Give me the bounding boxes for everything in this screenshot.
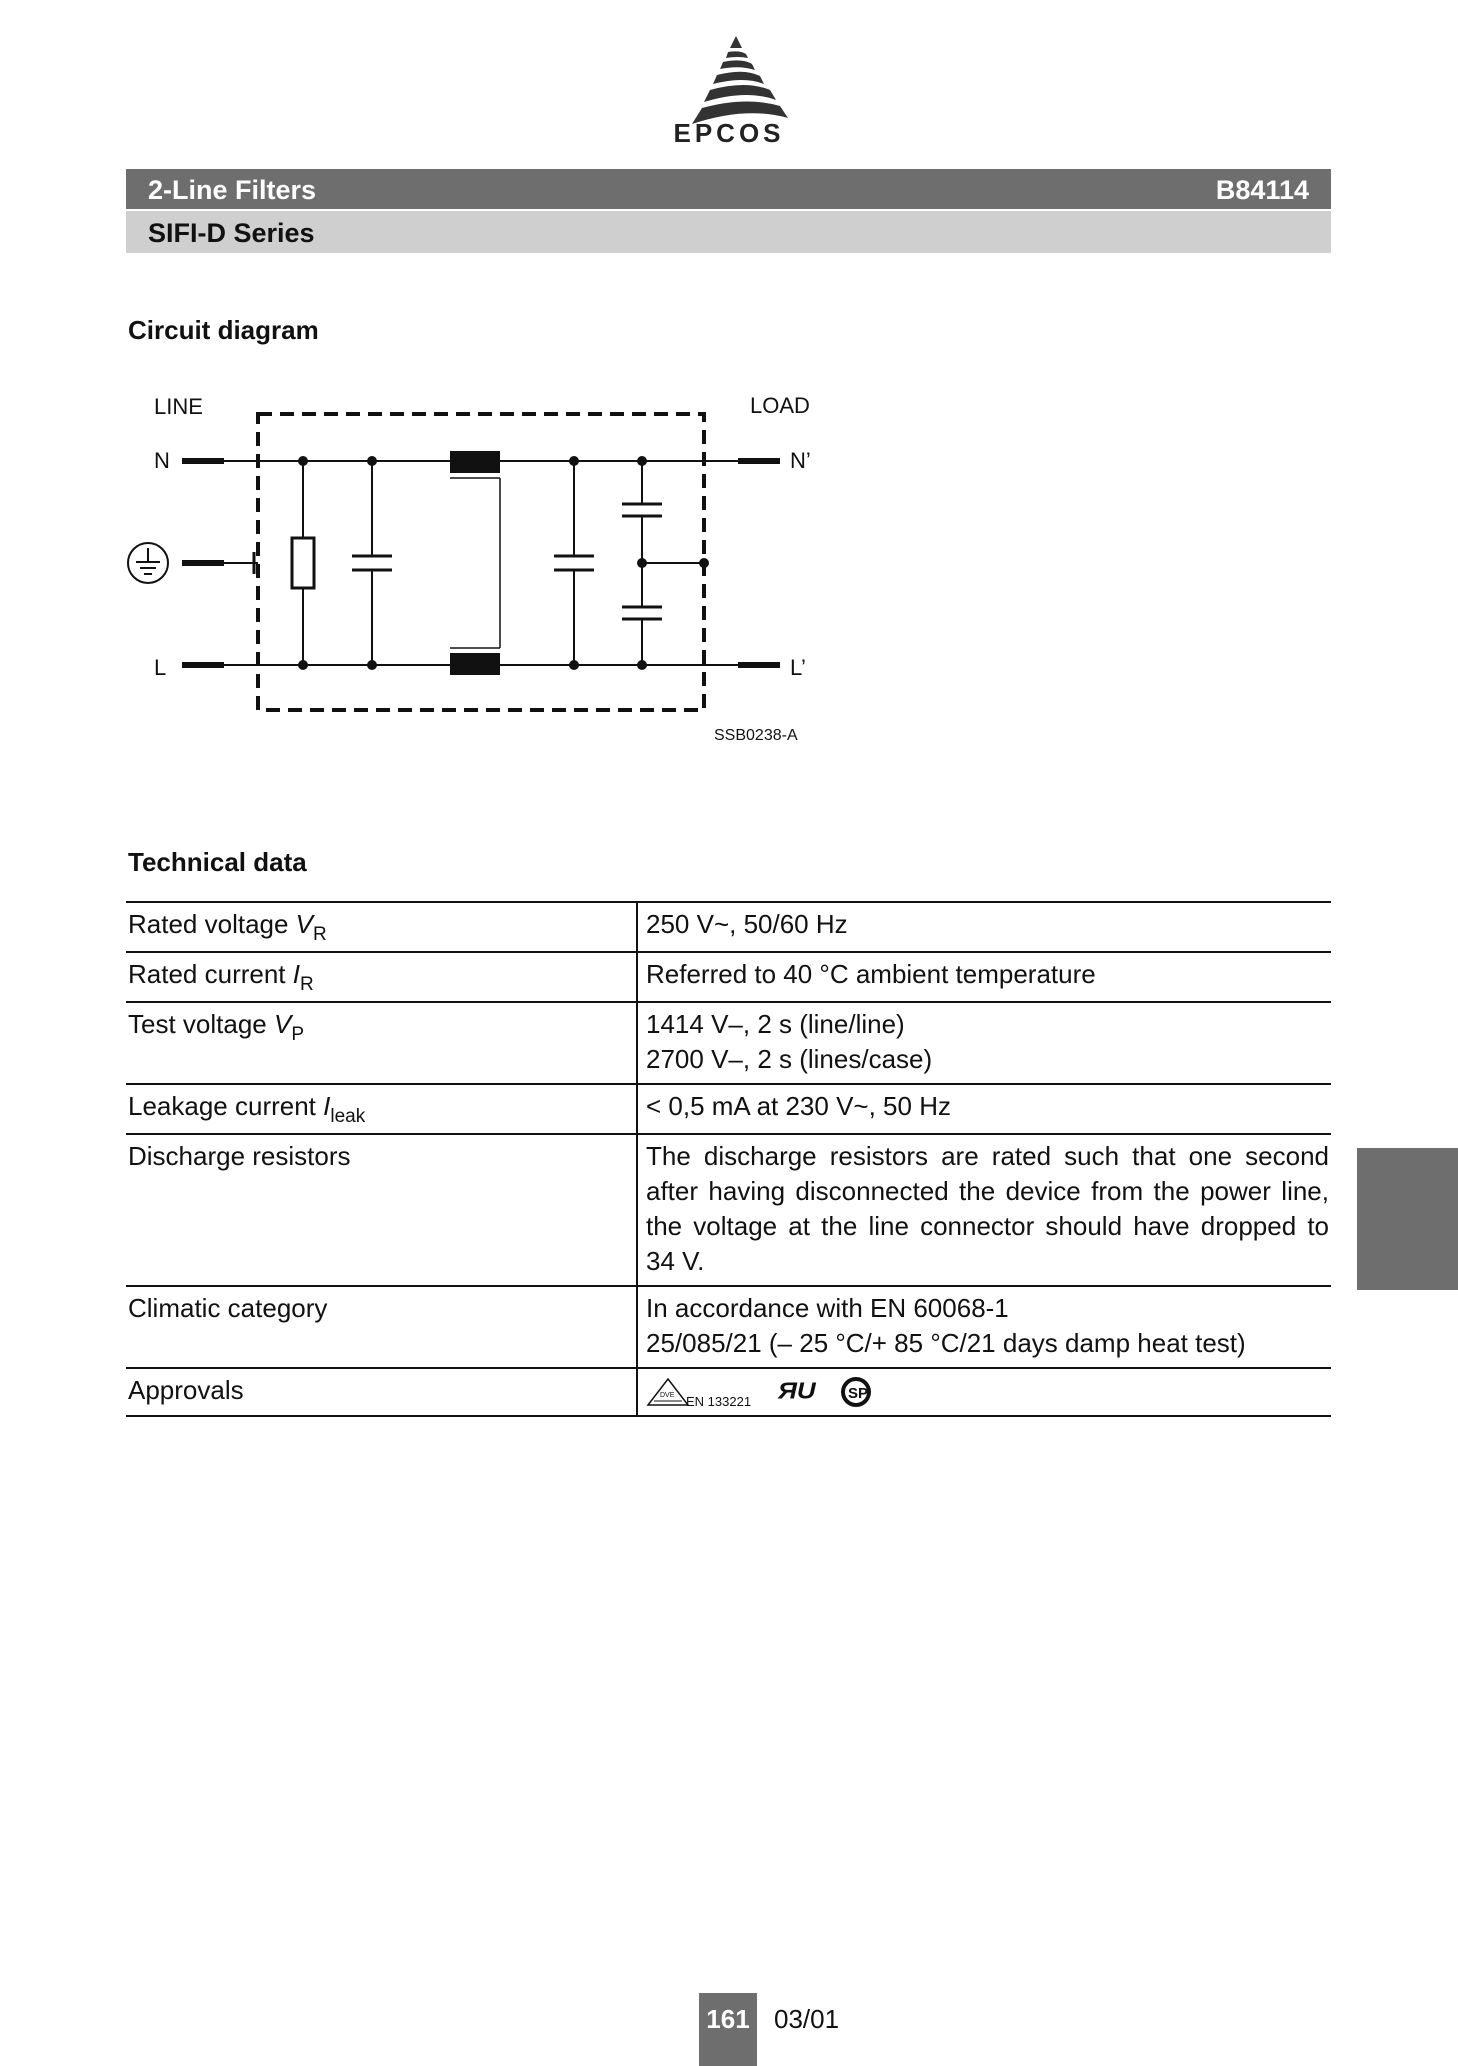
terminal-n-out	[738, 458, 780, 464]
param-cell: Climatic category	[126, 1286, 637, 1368]
label-l: L	[154, 655, 167, 680]
table-row	[126, 902, 1331, 952]
csa-icon	[843, 1379, 869, 1405]
discharge-resistor	[292, 538, 314, 588]
approval-marks	[646, 1375, 886, 1409]
label-n: N	[154, 448, 170, 473]
param-cell: Discharge resistors	[126, 1134, 637, 1286]
value-cell: The discharge resistors are rated such that one second after having disconnected the device from the power line, the voltage at the line connector should have dropped to 34 V.	[637, 1134, 1331, 1286]
param-cell: Rated voltage $V_R$	[126, 902, 637, 952]
technical-heading: Technical data	[128, 847, 307, 877]
svg-text:DVE: DVE	[660, 1392, 675, 1400]
param-cell: Rated current $I_R$	[126, 952, 637, 1002]
table-row	[126, 1368, 1331, 1416]
circuit-heading: Circuit diagram	[128, 315, 319, 345]
label-l-out: L’	[790, 655, 806, 680]
choke-winding-n	[450, 451, 500, 473]
value-cell: 250 V~, 50/60 Hz	[637, 902, 1331, 952]
param-cell: Approvals	[126, 1368, 637, 1416]
label-load: LOAD	[750, 393, 810, 418]
svg-text:SP: SP	[848, 1385, 869, 1403]
series-title: SIFI-D Series	[148, 218, 315, 248]
value-cell: Referred to 40 °C ambient temperature	[637, 952, 1331, 1002]
param-cell: Test voltage $V_P$	[126, 1002, 637, 1084]
choke-winding-l	[450, 653, 500, 675]
table-row	[126, 1002, 1331, 1084]
value-cell: 1414 V–, 2 s (line/line) 2700 V–, 2 s (lines/case)	[637, 1002, 1331, 1084]
circuit-diagram	[120, 380, 840, 760]
svg-text:ЯU: ЯU	[778, 1378, 816, 1405]
terminal-pe	[182, 560, 224, 566]
label-n-out: N’	[790, 448, 811, 473]
ground-icon	[128, 543, 168, 583]
label-line: LINE	[154, 394, 203, 419]
table-row	[126, 952, 1331, 1002]
header-bar	[126, 169, 1331, 209]
table-row	[126, 1286, 1331, 1368]
brand-name: EPCOS	[673, 118, 785, 148]
value-cell: In accordance with EN 60068-1 25/085/21 (– 25 °C/+ 85 °C/21 days damp heat test)	[637, 1286, 1331, 1368]
table-row	[126, 1134, 1331, 1286]
value-cell	[637, 1368, 1331, 1416]
vde-mark-icon	[648, 1379, 688, 1405]
technical-data-table	[126, 901, 1331, 1417]
part-number: B84114	[1215, 175, 1309, 205]
ul-recognized-icon	[777, 1379, 817, 1405]
terminal-l-out	[738, 662, 780, 668]
param-cell: Leakage current $I_{leak}$	[126, 1084, 637, 1134]
drawing-code: SSB0238-A	[714, 727, 798, 744]
table-row	[126, 1084, 1331, 1134]
header-title: 2-Line Filters	[148, 175, 317, 205]
section-tab	[1357, 1148, 1458, 1290]
page-number: 161	[699, 1993, 757, 2066]
terminal-n	[182, 458, 224, 464]
terminal-l	[182, 662, 224, 668]
series-bar	[126, 211, 1331, 253]
edition-date: 03/01	[774, 2004, 840, 2034]
value-cell: < 0,5 mA at 230 V~, 50 Hz	[637, 1084, 1331, 1134]
en-code: EN 133221	[686, 1394, 752, 1410]
